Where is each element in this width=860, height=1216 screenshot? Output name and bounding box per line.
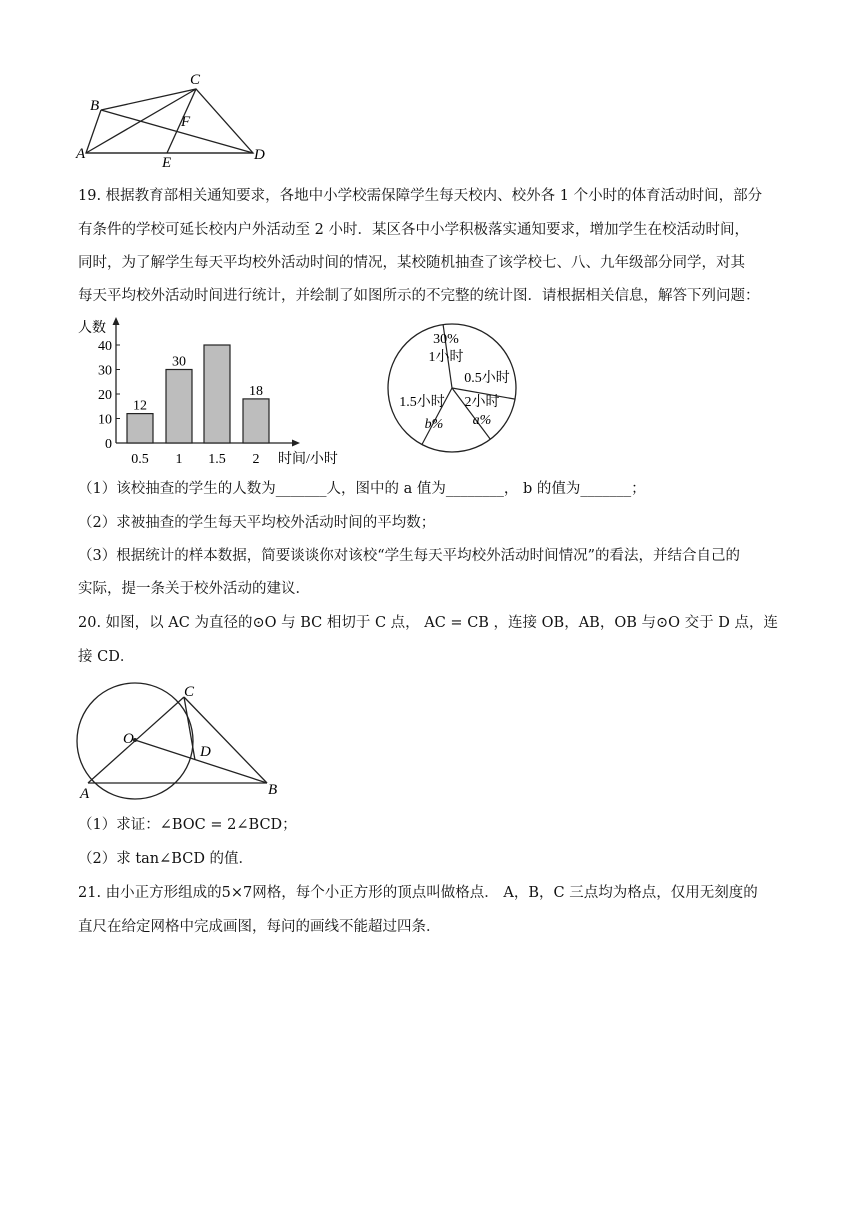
x-tick-label: 0.5 bbox=[131, 452, 149, 467]
bar-data-label: 12 bbox=[133, 398, 147, 414]
pie-slice-value: b% bbox=[424, 417, 444, 432]
x-tick-label: 2 bbox=[252, 452, 260, 467]
q21-text-line-2: 直尺在给定网格中完成画图，每问的画线不能超过四条． bbox=[78, 919, 441, 935]
fig18-label-f: F bbox=[181, 114, 191, 130]
q19-sub3-line-1: （3）根据统计的样本数据，简要谈谈你对该校“学生每天平均校外活动时间情况”的看法，并结合自己的 bbox=[78, 548, 741, 564]
pie-slice-value: a% bbox=[472, 413, 492, 428]
pie-slice-label: 1小时 bbox=[428, 350, 464, 365]
q19-text-line-1: 19. 根据教育部相关通知要求，各地中小学校需保障学生每天校内、校外各 1 个小时的体育活动时间，部分 bbox=[78, 188, 763, 204]
figure-20 bbox=[74, 680, 288, 806]
pie-slice-label: 0.5小时 bbox=[464, 371, 510, 386]
bar bbox=[166, 370, 192, 444]
bar bbox=[127, 414, 153, 443]
bar bbox=[204, 345, 230, 443]
q19-text-line-3: 同时，为了解学生每天平均校外活动时间的情况，某校随机抽查了该学校七、八、九年级部分同学，对其 bbox=[78, 255, 745, 271]
pie-slice-value: 30% bbox=[433, 332, 459, 347]
y-tick-label: 20 bbox=[98, 388, 112, 403]
q19-text-line-4: 每天平均校外活动时间进行统计，并绘制了如图所示的不完整的统计图．请根据相关信息，解答下列问题： bbox=[78, 288, 760, 304]
x-axis-label: 时间/小时 bbox=[278, 452, 338, 467]
q19-sub1: （1）该校抽查的学生的人数为_______人，图中的 a 值为________， b 的值为_______； bbox=[78, 481, 646, 497]
fig18-outline bbox=[86, 89, 253, 153]
fig18-segment-ac bbox=[86, 89, 196, 153]
fig20-label-b: B bbox=[268, 782, 278, 798]
fig20-label-o: O bbox=[123, 731, 134, 747]
fig18-label-a: A bbox=[76, 146, 86, 162]
bar-data-label: 30 bbox=[172, 354, 186, 370]
y-tick-label: 0 bbox=[105, 437, 112, 452]
q21-text-line-1: 21. 由小正方形组成的5×7网格，每个小正方形的顶点叫做格点． A，B，C 三点均为格点，仅用无刻度的 bbox=[78, 885, 758, 901]
y-tick-label: 10 bbox=[98, 412, 112, 428]
fig18-label-e: E bbox=[162, 155, 172, 171]
fig20-label-c: C bbox=[184, 684, 195, 700]
figure-18 bbox=[74, 68, 274, 172]
pie-chart bbox=[384, 318, 520, 458]
x-axis-arrow bbox=[292, 440, 300, 447]
y-tick-label: 30 bbox=[98, 363, 112, 379]
q20-sub1: （1）求证：∠BOC = 2∠BCD； bbox=[78, 817, 297, 833]
pie-slice-label: 1.5小时 bbox=[399, 395, 445, 410]
bar-chart bbox=[74, 312, 364, 470]
fig20-label-d: D bbox=[200, 744, 211, 760]
q20-text-line-1: 20. 如图，以 AC 为直径的⊙O 与 BC 相切于 C 点， AC = CB ，连接 OB，AB，OB 与⊙O 交于 D 点，连 bbox=[78, 615, 778, 631]
bar bbox=[243, 399, 269, 443]
q19-text-line-2: 有条件的学校可延长校内户外活动至 2 小时．某区各中小学积极落实通知要求，增加学生在校活动时间， bbox=[78, 222, 749, 238]
y-tick-label: 40 bbox=[98, 339, 112, 354]
q20-text-line-2: 接 CD． bbox=[78, 649, 135, 665]
fig18-label-b: B bbox=[90, 98, 100, 114]
fig18-label-d: D bbox=[254, 147, 265, 163]
q19-sub3-line-2: 实际，提一条关于校外活动的建议． bbox=[78, 581, 310, 597]
x-tick-label: 1 bbox=[175, 452, 183, 467]
q20-sub2: （2）求 tan∠BCD 的值． bbox=[78, 851, 254, 867]
x-tick-label: 1.5 bbox=[208, 452, 226, 467]
y-axis-label: 人数 bbox=[78, 321, 106, 336]
fig20-label-a: A bbox=[80, 786, 90, 802]
fig18-label-c: C bbox=[190, 72, 201, 88]
pie-slice-label: 2小时 bbox=[464, 395, 500, 410]
y-axis-arrow bbox=[113, 317, 120, 325]
q19-sub2: （2）求被抽查的学生每天平均校外活动时间的平均数； bbox=[78, 515, 436, 531]
bar-data-label: 18 bbox=[249, 383, 263, 399]
